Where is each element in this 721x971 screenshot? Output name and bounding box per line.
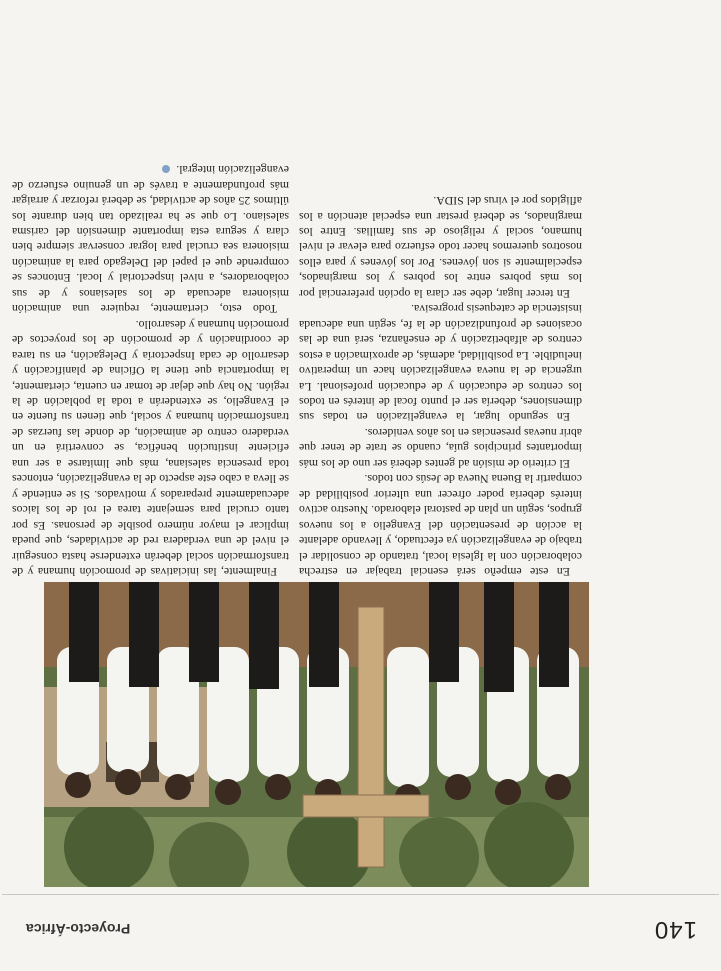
page-number: 140 [653, 916, 697, 943]
text-column-left [299, 193, 582, 579]
running-title: Proyecto-África [26, 921, 131, 937]
header-divider [2, 894, 719, 895]
group-photo [44, 582, 589, 887]
paragraph: En segundo lugar, la evangelización en todas sus dimensiones, debería ser el punto focal de interés en todos los centros de educación y de educación profesional. La urgencia de la nueva evangelización hace un imperativo ineludible. La posibilidad, además, de aproximación a estos centros de alfabetización y de enseñanza, será una de las ocasiones de profundización de la fe, según una adecuada insistencia de catequesis progresiva. [299, 302, 582, 425]
page-header [0, 901, 721, 971]
end-of-article-dot-icon [162, 165, 170, 173]
paragraph: El criterio de misión ad gentes deberá ser uno de los más importantes principios guía, cuando se trate de tener que abrir nuevas presencias en los años venideros. [299, 425, 582, 471]
paragraph: Finalmente, las iniciativas de promoción humana y de transformación social deberán extenderse hasta conseguir el nivel de una verdadera red de actividades, que pueda implicar el mayor número posible de personas. Es por tanto crucial para semejante tarea el rol de los laicos adecuadamente preparados y motivados. Si se entiende y se lleva a cabo este aspecto de la evangelización, entonces toda presencia salesiana, más que limitarse a ser una eficiente institución benéfica, se convertirá en un verdadero centro de animación, de donde las fuerzas de transformación humana y social, que tienen su fuente en el Evangelio, se extenderán a toda la población de la región. No hay que dejar de tomar en cuenta, ciertamente, la importancia que tiene la Oficina de planificación y desarrollo de cada Inspectoría y Delegación, en su tarea de coordinación y de promoción de los proyectos de promoción humana y desarrollo. [12, 317, 289, 579]
paragraph: En tercer lugar, debe ser clara la opción preferencial por los más pobres entre los pobres y los marginados, especialmente si son jóvenes. Por los jóvenes y para ellos nosotros queremos hacer todo esfuerzo para elevar el nivel humano, social y religioso de sus familias. Entre los marginados, se deberá prestar una especial atención a los afligidos por el virus del SIDA. [299, 194, 582, 301]
paragraph: En este empeño será esencial trabajar en estrecha colaboración con la Iglesia local, tratando de consolidar el trabajo de evangelización ya efectuado, y llevando adelante la acción de presentación del Evangelio a los nuevos grupos, según un plan de pastoral elaborado. Nuestro activo interés debería poder ofrecer una ulterior posibilidad de compartir la Buena Nueva de Jesús con todos. [299, 472, 582, 579]
photo-illustration [44, 582, 589, 887]
text-column-right [12, 162, 289, 579]
paragraph-with-end-mark [12, 162, 289, 317]
paragraph: Todo esto, ciertamente, requiere una animación misionera adecuada de los salesianos y de sus colaboradores, a nivel inspectorial y local. Entonces se comprende que el papel del Delegado para la animación misionera sea crucial para lograr conservar siempre bien clara y segura esta importante dimensión del carisma salesiano. Lo que se ha realizado tan bien durante los últimos 25 años de actividad, se deberá reforzar y arraigar más profundamente a través de un genuino esfuerzo de evangelización integral. [12, 163, 289, 317]
